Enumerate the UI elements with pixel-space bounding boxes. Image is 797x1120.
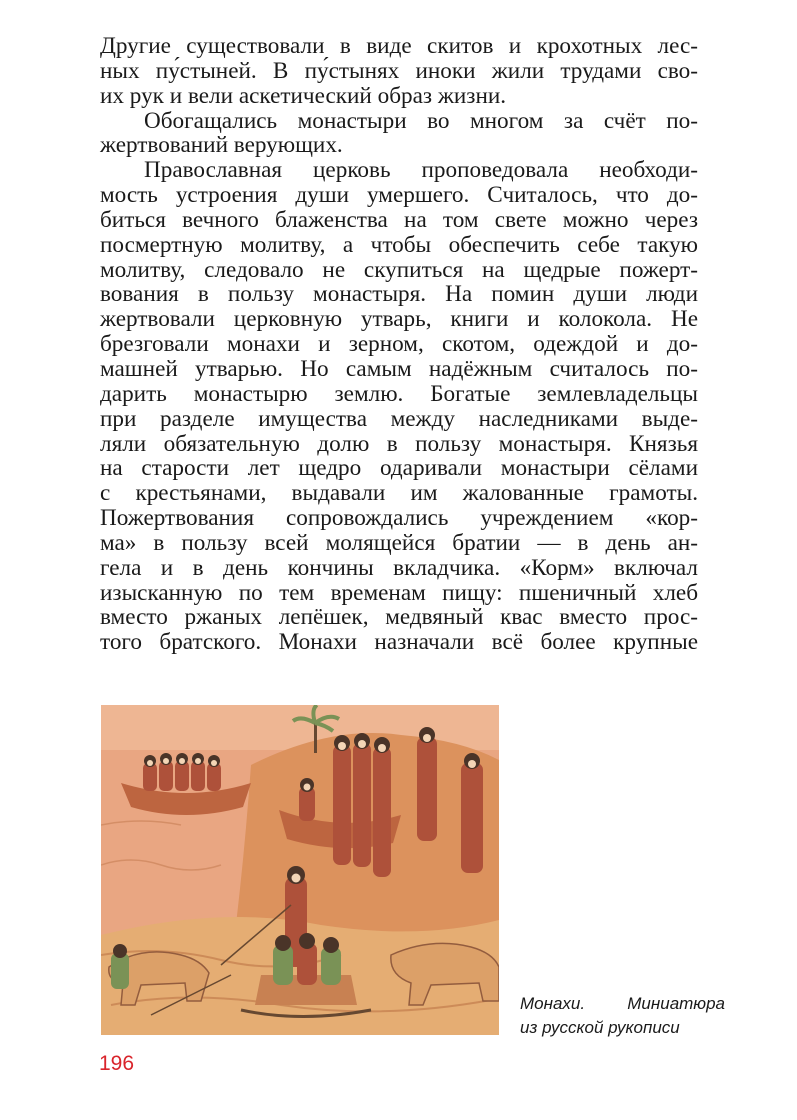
- text-line: вместо ржаных лепёшек, медвяный квас вместо прос-: [100, 604, 698, 631]
- text-line: на старости лет щедро одаривали монастыри сёлами: [100, 455, 698, 482]
- text-line: молитву, следовало не скупиться на щедрые пожерт-: [100, 256, 698, 283]
- caption-line: из русской рукописи: [520, 1018, 680, 1037]
- text-line: их рук и вели аскетический образ жизни.: [100, 82, 507, 109]
- body-text: [100, 34, 698, 655]
- text-line: посмертную молитву, а чтобы обеспечить себе такую: [100, 231, 698, 258]
- text-line: Другие существовали в виде скитов и крохотных лес-: [100, 33, 698, 59]
- text-line: изысканную по тем временам пищу: пшеничный хлеб: [100, 579, 698, 606]
- text-line: Православная церковь проповедовала необходи-: [144, 157, 698, 184]
- caption-line: Монахи. Миниатюра: [520, 994, 725, 1013]
- monks-miniature-image: [101, 705, 499, 1035]
- text-line: машней утварью. Но самым надёжным считалось по-: [100, 355, 698, 382]
- text-line: мость устроения души умершего. Считалось, что до-: [100, 182, 698, 209]
- text-line: ных пу́стыней. В пу́стынях иноки жили трудами сво-: [100, 57, 698, 84]
- text-line: биться вечного блаженства на том свете можно через: [100, 206, 698, 233]
- text-line: дарить монастырю землю. Богатые землевладельцы: [100, 380, 698, 407]
- text-line: Пожертвования сопровождались учреждением «кор-: [100, 505, 698, 532]
- text-line: жертвований верующих.: [100, 132, 343, 159]
- text-line: при разделе имущества между наследниками выде-: [100, 405, 698, 432]
- text-line: брезговали монахи и зерном, скотом, одеждой и до-: [100, 331, 698, 358]
- image-caption: [520, 992, 725, 1040]
- text-line: Обогащались монастыри во многом за счёт по-: [144, 107, 698, 134]
- miniature-drawing: [101, 705, 499, 1035]
- text-line: ма» в пользу всей молящейся братии — в день ан-: [100, 529, 698, 556]
- text-line: гела и в день кончины вкладчика. «Корм» включал: [100, 554, 698, 581]
- text-line: того братского. Монахи назначали всё более крупные: [100, 629, 698, 656]
- text-line: жертвовали церковную утварь, книги и колокола. Не: [100, 306, 698, 333]
- text-line: ляли обязательную долю в пользу монастыря. Князья: [100, 430, 698, 457]
- page-number: 196: [99, 1052, 135, 1075]
- text-line: вования в пользу монастыря. На помин души люди: [100, 281, 698, 308]
- text-line: с крестьянами, выдавали им жалованные грамоты.: [100, 480, 698, 507]
